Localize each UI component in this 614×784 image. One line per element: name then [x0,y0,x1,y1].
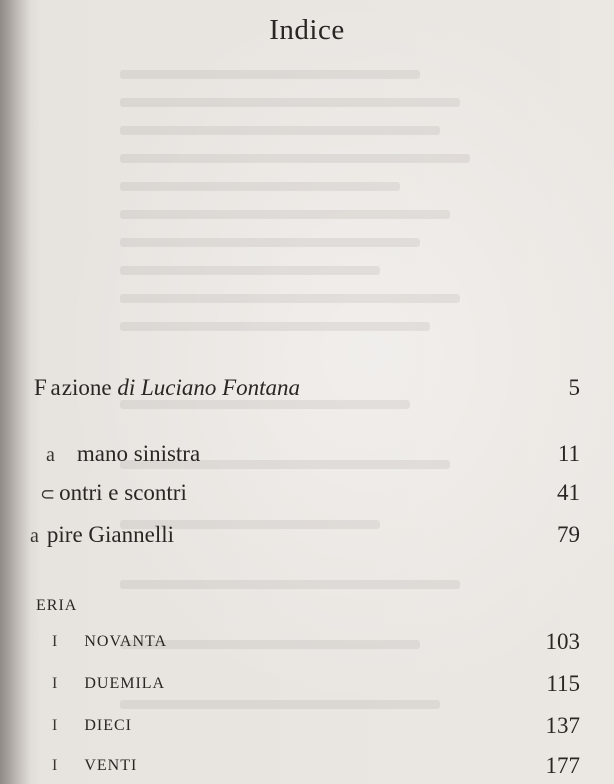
toc-entry-title: mano sinistra [76,441,201,466]
toc-entry-prefix-fragment: F a [34,375,60,400]
toc-entry-title-fragment: zione [61,375,118,400]
toc-entry-prefix: I [52,675,59,692]
toc-entry-chapter-1[interactable] [0,438,614,470]
toc-entry-section-2[interactable] [0,668,614,700]
toc-entry-label [30,519,174,552]
toc-entry-label [52,626,167,658]
toc-entry-page: 79 [557,522,580,547]
toc-entry-section-1[interactable] [0,626,614,658]
toc-entry-page: 137 [545,713,580,738]
toc-entry-prefix: I [52,717,59,734]
toc-entry-title: VENTI [84,757,138,774]
toc-entry-page: 115 [546,671,580,696]
toc-entry-title: DIECI [84,717,132,734]
toc-entry-title: DUEMILA [84,675,166,692]
toc-entry-page: 11 [557,441,580,466]
toc-entry-label [52,750,137,782]
toc-entry-title: pire Giannelli [46,522,174,547]
toc-entry-intro[interactable] [0,372,614,404]
toc-entry-chapter-3[interactable] [0,519,614,551]
toc-entry-label [52,710,132,742]
toc-entry-prefix: I [52,757,59,774]
toc-entry-prefix-mark: ⊂ [40,484,56,504]
toc-entry-prefix: I [52,633,59,650]
toc-entry-label [46,438,200,471]
toc-entry-page: 177 [545,753,580,778]
toc-entry-author: di Luciano Fontana [117,375,301,400]
toc-entry-label [52,668,165,700]
toc-entry-title: NOVANTA [84,633,168,650]
toc-entry-prefix: a [30,525,39,547]
toc-entry-section-4[interactable] [0,750,614,782]
toc-entry-label [34,372,300,404]
page-title: Indice [269,14,345,46]
toc-entry-page: 5 [568,375,580,400]
toc-entry-label [40,477,187,510]
toc-entry-chapter-2[interactable] [0,477,614,509]
toc-entry-page: 41 [557,480,580,505]
toc-entry-section-3[interactable] [0,710,614,742]
section-heading: ERIA [36,597,78,614]
toc-entry-title: ontri e scontri [59,480,187,505]
toc-entry-page: 103 [545,629,580,654]
toc-entry-prefix: a [46,444,55,466]
